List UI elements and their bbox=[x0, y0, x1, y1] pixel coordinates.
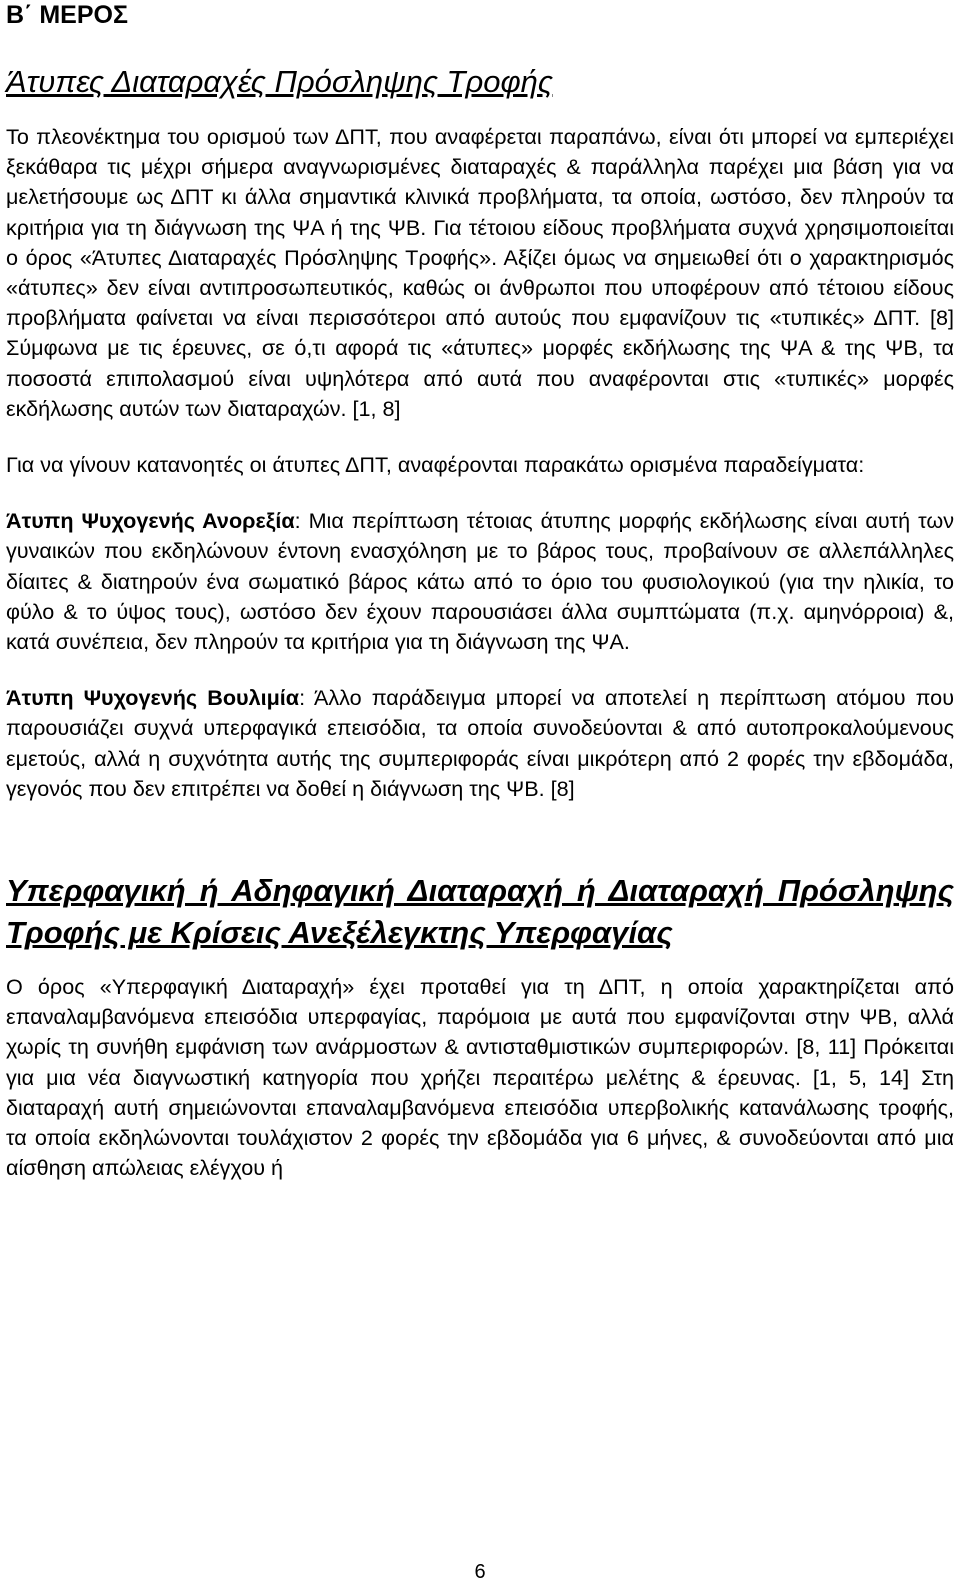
example-term: Άτυπη Ψυχογενής Βουλιμία bbox=[6, 685, 300, 711]
body-paragraph: Ο όρος «Υπερφαγική Διαταραχή» έχει προταθεί για τη ΔΠΤ, η οποία χαρακτηρίζεται από επαναλαμβανόμενα επεισόδια υπερφαγίας, παρόμοια με αυτά που εμφανίζονται στην ΨΒ, αλλά χωρίς τη συνήθη εμφάνιση των ανάρμοστων & αντισταθμιστικών συμπεριφορών. [8, 11] Πρόκειται για μια νέα διαγνωστική κατηγορία που χρήζει περαιτέρω μελέτης & έρευνας. [1, 5, 14] Στη διαταραχή αυτή σημειώνονται επαναλαμβανόμενα επεισόδια υπερβολικής κατανάλωσης τροφής, τα οποία εκδηλώνονται τουλάχιστον 2 φορές την εβδομάδα για 6 μήνες, & συνοδεύονται από μια αίσθηση απώλειας ελέγχου ή bbox=[6, 974, 954, 1181]
example-text: : Μια περίπτωση τέτοιας άτυπης μορφής εκδήλωσης είναι αυτή των γυναικών που εκδηλώνουν έντονη ενασχόληση με το βάρος τους, προβαίνουν σε αλλεπάλληλες δίαιτες & διατηρούν ένα σωματικό βάρος κάτω από το όριο του φυσιολογικού (για την ηλικία, το φύλο & το ύψος τους), ωστόσο δεν έχουν παρουσιάσει άλλα συμπτώματα (π.χ. αμηνόρροια) &, κατά συνέπεια, δεν πληρούν τα κριτήρια για τη διάγνωση της ΨΑ. bbox=[6, 508, 954, 655]
example-term: Άτυπη Ψυχογενής Ανορεξία bbox=[6, 508, 295, 534]
document-page bbox=[6, 0, 954, 1583]
part-heading: Β΄ ΜΕΡΟΣ bbox=[6, 1, 128, 29]
section-title-atypical-eating-disorders: Άτυπες Διαταραχές Πρόσληψης Τροφής bbox=[6, 64, 553, 99]
section-title-binge-eating-disorder: Υπερφαγική ή Αδηφαγική Διαταραχή ή Διαταραχή Πρόσληψης Τροφής με Κρίσεις Ανεξέλεγκτης Υπερφαγίας bbox=[6, 873, 954, 951]
example-text: : Άλλο παράδειγμα μπορεί να αποτελεί η περίπτωση ατόμου που παρουσιάζει συχνά υπερφαγικά επεισόδια, τα οποία συνοδεύονται & από αυτοπροκαλούμενους εμετούς, αλλά η συχνότητα αυτής της συμπεριφοράς είναι μικρότερη από 2 φορές την εβδομάδα, γεγονός που δεν επιτρέπει να δοθεί η διάγνωση της ΨΒ. [8] bbox=[6, 685, 954, 801]
example-paragraph-atypical-bulimia bbox=[6, 683, 954, 804]
page-number: 6 bbox=[474, 1561, 486, 1583]
body-paragraph: Για να γίνουν κατανοητές οι άτυπες ΔΠΤ, αναφέρονται παρακάτω ορισμένα παραδείγματα: bbox=[6, 452, 865, 478]
example-paragraph-atypical-anorexia bbox=[6, 506, 954, 657]
body-paragraph: Το πλεονέκτημα του ορισμού των ΔΠΤ, που αναφέρεται παραπάνω, είναι ότι μπορεί να εμπεριέχει ξεκάθαρα τις μέχρι σήμερα αναγνωρισμένες διαταραχές & παράλληλα παρέχει μια βάση για να μελετήσουμε ως ΔΠΤ κι άλλα σημαντικά κλινικά προβλήματα, τα οποία, ωστόσο, δεν πληρούν τα κριτήρια για τη διάγνωση της ΨΑ ή της ΨΒ. Για τέτοιου είδους προβλήματα συχνά χρησιμοποιείται ο όρος «Άτυπες Διαταραχές Πρόσληψης Τροφής». Αξίζει όμως να σημειωθεί ότι ο χαρακτηρισμός «άτυπες» δεν είναι αντιπροσωπευτικός, καθώς οι άνθρωποι που υποφέρουν από τέτοιου είδους προβλήματα φαίνεται να είναι περισσότεροι από αυτούς που εμφανίζουν τις «τυπικές» ΔΠΤ. [8] Σύμφωνα με τις έρευνες, σε ό,τι αφορά τις «άτυπες» μορφές εκδήλωσης της ΨΑ & της ΨΒ, τα ποσοστά επιπολασμού είναι υψηλότερα από αυτά που αναφέρονται στις «τυπικές» μορφές εκδήλωσης αυτών των διαταραχών. [1, 8] bbox=[6, 124, 954, 421]
